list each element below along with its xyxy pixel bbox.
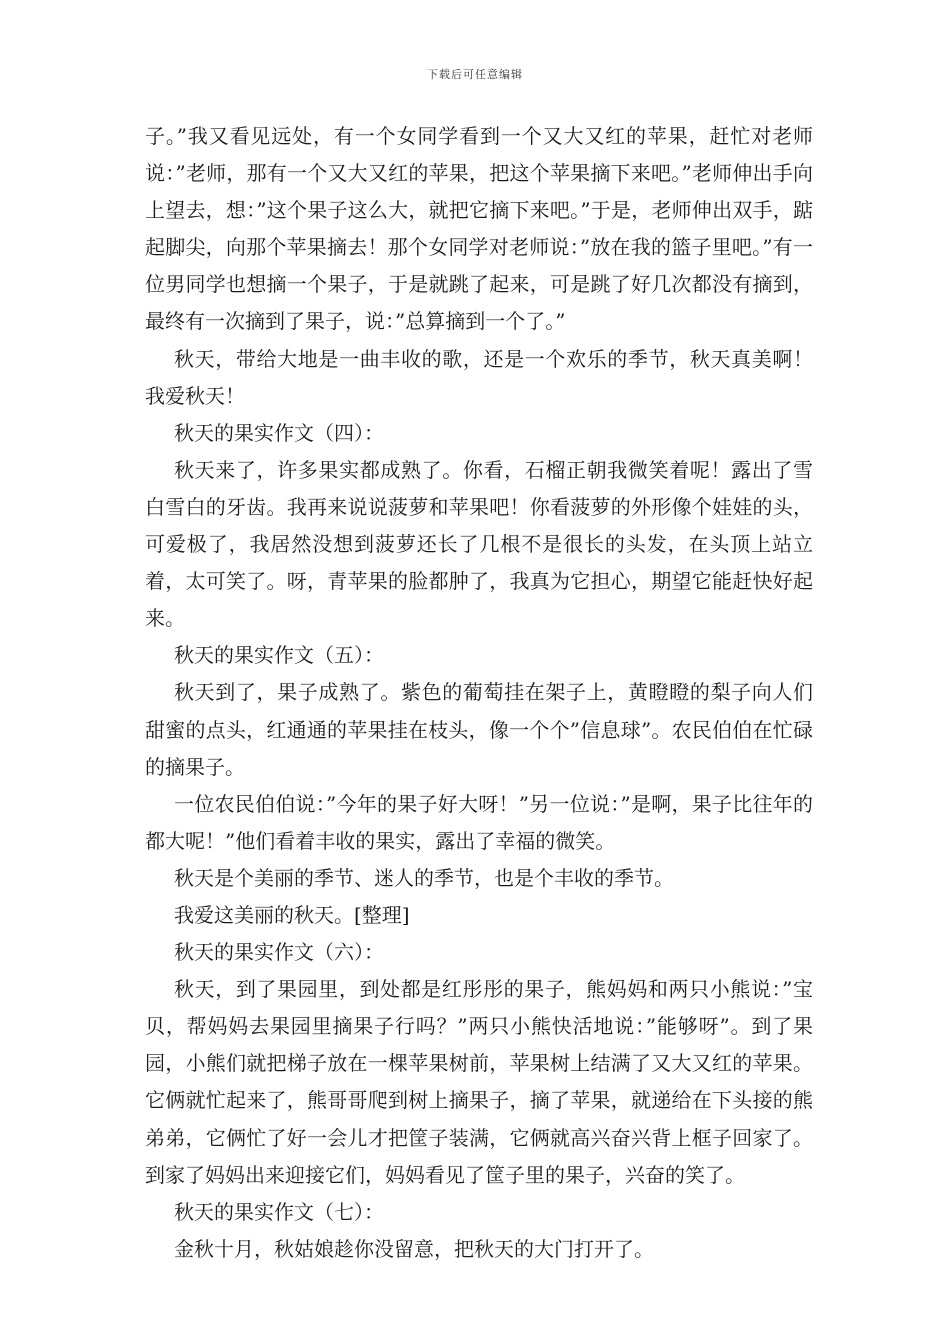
section-heading: 秋天的果实作文（五）： [174,643,384,668]
paragraph: 一位农民伯伯说：”今年的果子好大呀！”另一位说：”是啊，果子比往年的都大呢！”他们看着丰收的果实，露出了幸福的微笑。 [145,791,813,853]
section-heading: 秋天的果实作文（七）： [174,1199,384,1224]
page-header: 下载后可任意编辑 [427,68,523,81]
section-heading: 秋天的果实作文（四）： [174,420,384,445]
paragraph: 我爱这美丽的秋天。[整理] [174,902,410,927]
paragraph: 秋天，带给大地是一曲丰收的歌，还是一个欢乐的季节，秋天真美啊！我爱秋天！ [145,346,813,408]
paragraph: 秋天到了，果子成熟了。紫色的葡萄挂在架子上，黄瞪瞪的梨子向人们甜蜜的点头，红通通的苹果挂在枝头，像一个个”信息球”。农民伯伯在忙碌的摘果子。 [145,680,813,779]
document-body [145,118,813,1268]
paragraph: 金秋十月，秋姑娘趁你没留意，把秋天的大门打开了。 [174,1236,654,1261]
paragraph: 子。”我又看见远处，有一个女同学看到一个又大又红的苹果，赶忙对老师说：”老师，那有一个又大又红的苹果，把这个苹果摘下来吧。”老师伸出手向上望去，想：”这个果子这么大，就把它摘下来吧。”于是，老师伸出双手，踮起脚尖，向那个苹果摘去！那个女同学对老师说：”放在我的篮子里吧。”有一位男同学也想摘一个果子，于是就跳了起来，可是跳了好几次都没有摘到，最终有一次摘到了果子，说：”总算摘到一个了。” [145,124,813,334]
paragraph: 秋天来了，许多果实都成熟了。你看，石榴正朝我微笑着呢！露出了雪白雪白的牙齿。我再来说说菠萝和苹果吧！你看菠萝的外形像个娃娃的头，可爱极了，我居然没想到菠萝还长了几根不是很长的头发，在头顶上站立着，太可笑了。呀，青苹果的脸都肿了，我真为它担心，期望它能赶快好起来。 [145,457,813,631]
section-heading: 秋天的果实作文（六）： [174,940,384,965]
paragraph: 秋天，到了果园里，到处都是红彤彤的果子，熊妈妈和两只小熊说：”宝贝，帮妈妈去果园里摘果子行吗？”两只小熊快活地说：”能够呀”。到了果园，小熊们就把梯子放在一棵苹果树前，苹果树上结满了又大又红的苹果。它俩就忙起来了，熊哥哥爬到树上摘果子，摘了苹果，就递给在下头接的熊弟弟，它俩忙了好一会儿才把筐子装满，它俩就高兴奋兴背上框子回家了。到家了妈妈出来迎接它们，妈妈看见了筐子里的果子，兴奋的笑了。 [145,977,813,1187]
paragraph: 秋天是个美丽的季节、迷人的季节，也是个丰收的季节。 [174,865,674,890]
